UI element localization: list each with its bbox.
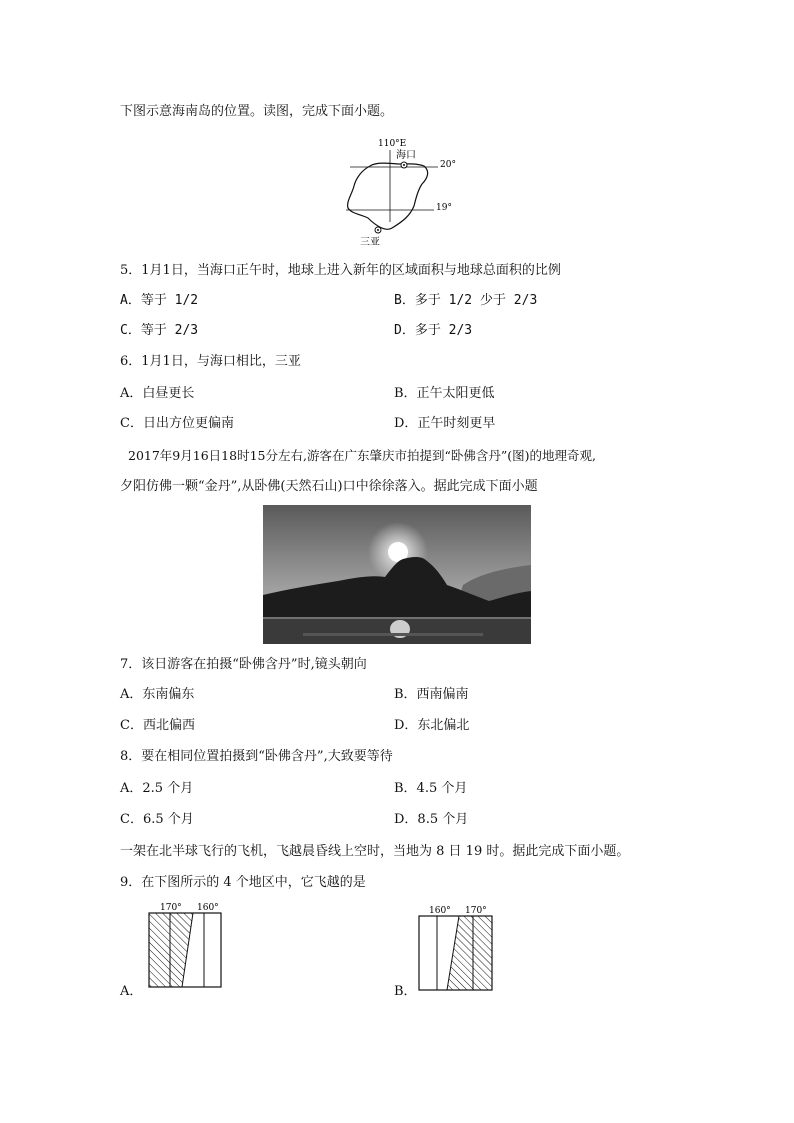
q7-option-d: D．东北偏北 xyxy=(394,718,470,733)
q8-option-a: A．2.5 个月 xyxy=(120,781,194,796)
q9-option-a: A． xyxy=(120,984,143,999)
figure-a-right-label: 160° xyxy=(197,903,219,913)
intro-text-3: 一架在北半球飞行的飞机，飞越晨昏线上空时，当地为 8 日 19 时。据此完成下面小题。 xyxy=(120,844,630,859)
intro-text-2-line-2: 夕阳仿佛一颗“金丹”,从卧佛(天然石山)口中徐徐落入。据此完成下面小题 xyxy=(120,479,538,494)
q5-option-a: A．等于 1/2 xyxy=(120,293,199,308)
question-7-stem: 7．该日游客在拍摄“卧佛含丹”时,镜头朝向 xyxy=(120,657,367,672)
q5-option-c: C．等于 2/3 xyxy=(120,323,199,338)
question-5-stem: 5．1月1日，当海口正午时，地球上进入新年的区域面积与地球总面积的比例 xyxy=(120,263,561,278)
q6-option-a: A．白昼更长 xyxy=(120,386,195,401)
question-6-stem: 6．1月1日，与海口相比，三亚 xyxy=(120,354,301,369)
hainan-map xyxy=(330,130,470,250)
q6-option-b: B．正午太阳更低 xyxy=(394,386,495,401)
intro-text-1: 下图示意海南岛的位置。读图，完成下面小题。 xyxy=(120,104,394,119)
figure-a xyxy=(140,898,230,992)
q7-option-c: C．西北偏西 xyxy=(120,718,195,733)
map-longitude-label: 110°E xyxy=(378,139,407,149)
question-9-stem: 9．在下图所示的 4 个地区中，它飞越的是 xyxy=(120,875,366,890)
q8-option-c: C．6.5 个月 xyxy=(120,812,194,827)
q7-option-b: B．西南偏南 xyxy=(394,687,469,702)
q9-option-b: B． xyxy=(394,984,417,999)
intro-text-2-line-1: 2017年9月16日18时15分左右,游客在广东肇庆市拍提到“卧佛含丹”(图)的地理奇观, xyxy=(128,448,596,463)
haikou-label: 海口 xyxy=(396,150,416,161)
island-outline xyxy=(348,163,428,229)
q6-option-c: C．日出方位更偏南 xyxy=(120,416,234,431)
q8-option-b: B．4.5 个月 xyxy=(394,781,468,796)
lat-19-label: 19° xyxy=(436,203,452,213)
q7-option-a: A．东南偏东 xyxy=(120,687,195,702)
sanya-label: 三亚 xyxy=(360,237,380,248)
figure-b-right-label: 170° xyxy=(465,906,487,916)
q5-option-d: D．多于 2/3 xyxy=(394,323,473,338)
figure-b xyxy=(413,901,503,995)
lat-20-label: 20° xyxy=(440,160,456,170)
sunset-photo xyxy=(263,505,531,644)
figure-a-left-label: 170° xyxy=(160,903,182,913)
question-8-stem: 8．要在相同位置拍摄到“卧佛含丹”,大致要等待 xyxy=(120,749,393,764)
q8-option-d: D．8.5 个月 xyxy=(394,812,469,827)
q5-option-b: B．多于 1/2 少于 2/3 xyxy=(394,293,538,308)
figure-b-left-label: 160° xyxy=(429,906,451,916)
q6-option-d: D．正午时刻更早 xyxy=(394,416,496,431)
